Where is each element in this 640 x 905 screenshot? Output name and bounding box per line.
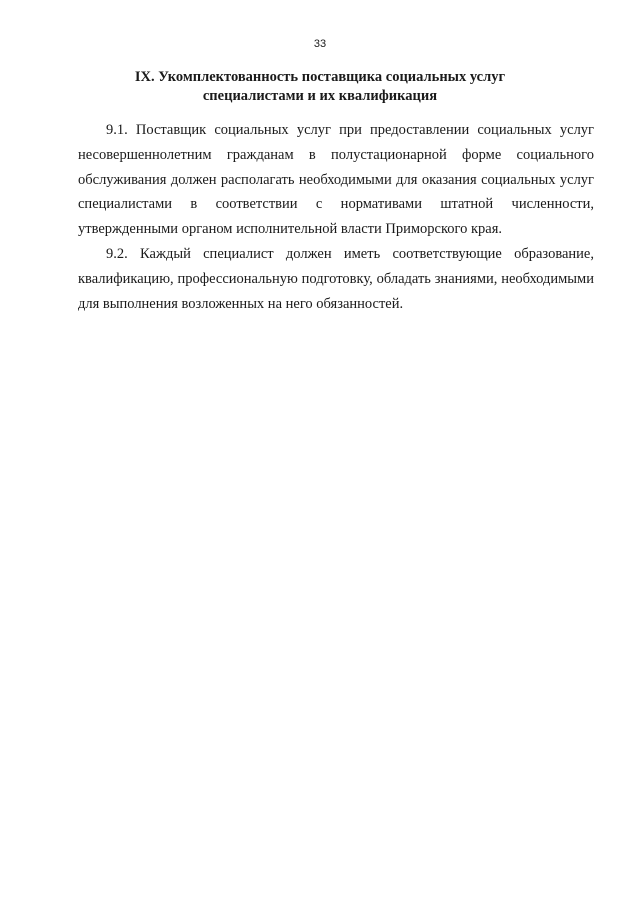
document-body (78, 118, 594, 316)
section-title (60, 68, 580, 106)
page-number: 33 (313, 38, 327, 50)
paragraph-9-2: 9.2. Каждый специалист должен иметь соответствующие образование, квалификацию, профессиональную подготовку, обладать знаниями, необходимыми для выполнения возложенных на него обязанностей. (78, 245, 594, 312)
section-title-line-1: IX. Укомплектованность поставщика социальных услуг (134, 69, 506, 85)
section-title-line-2: специалистами и их квалификация (202, 88, 438, 104)
paragraph-9-1: 9.1. Поставщик социальных услуг при предоставлении социальных услуг несовершеннолетним гражданам в полустационарной форме социального обслуживания должен располагать необходимыми для оказания социальных услуг специалистами в соответствии с нормативами штатной численности, утвержденными органом исполнительной власти Приморского края. (78, 122, 594, 238)
